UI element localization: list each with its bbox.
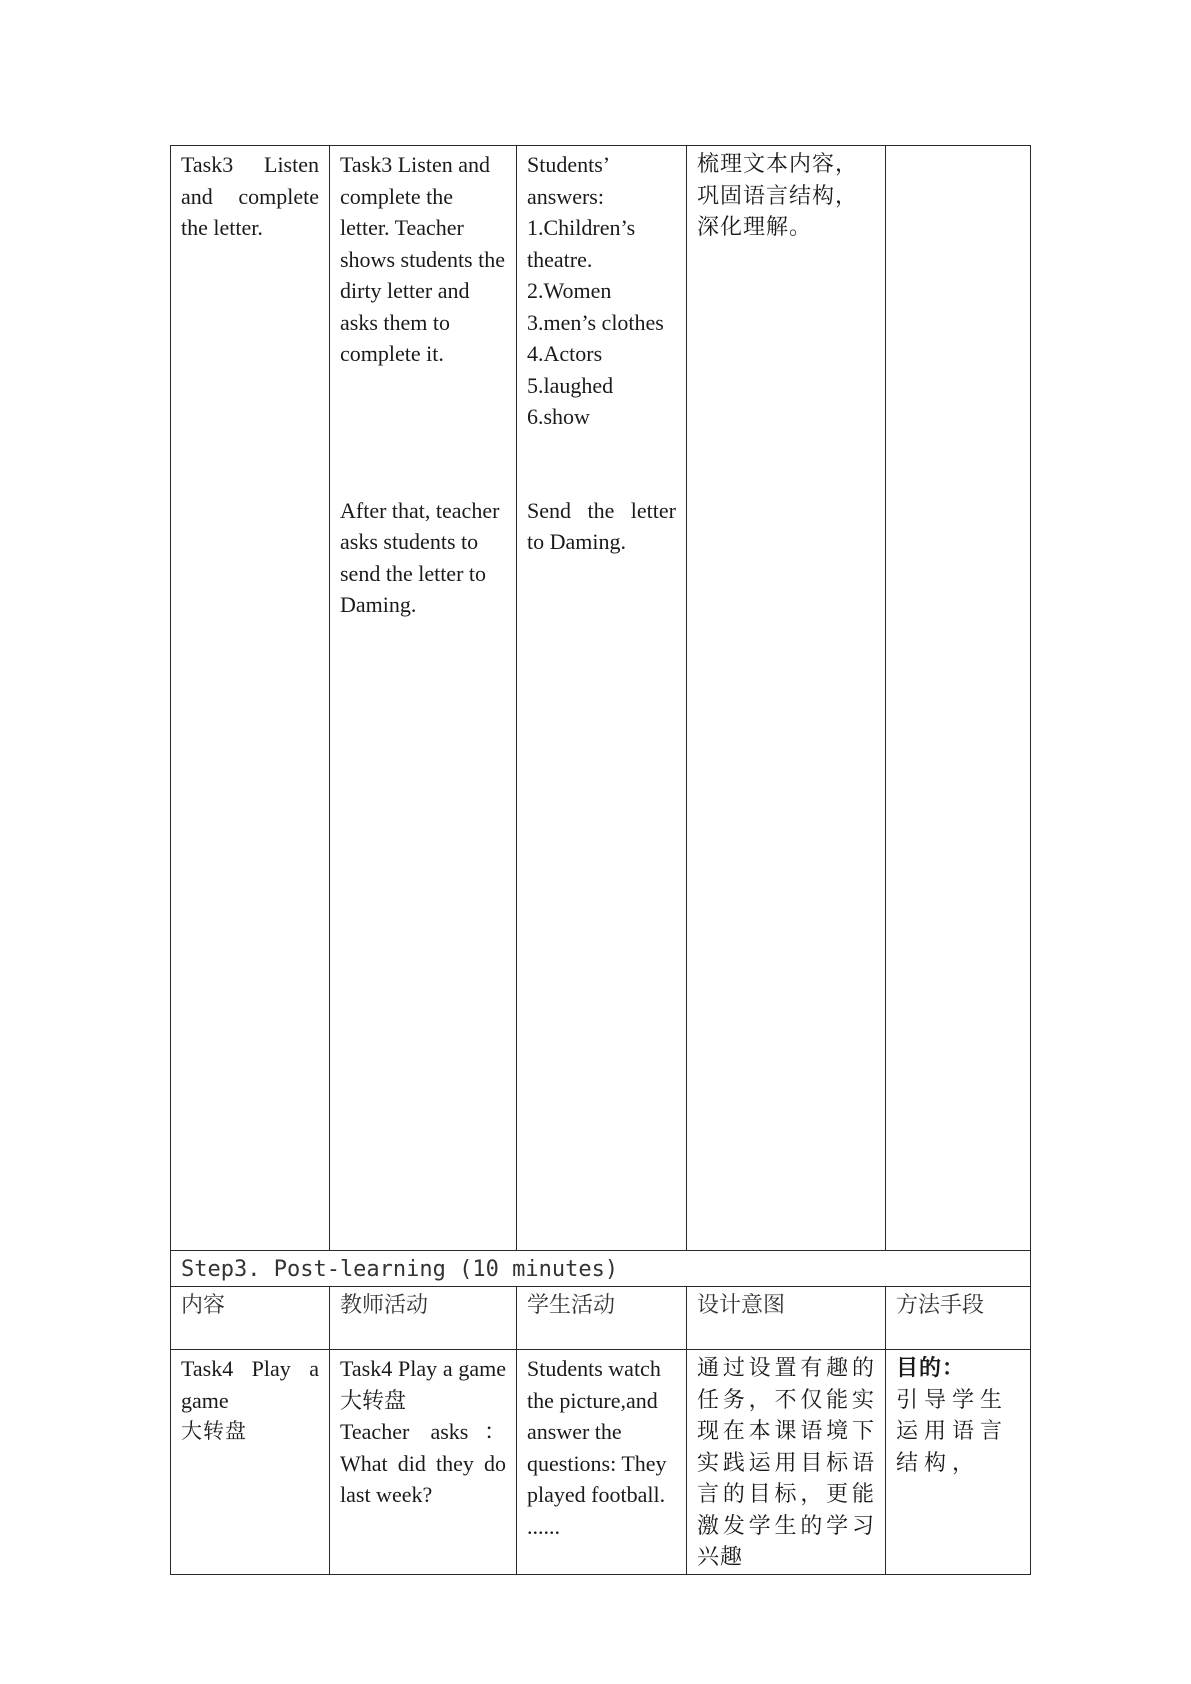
task3-students-followup: Send the letter to Daming.: [527, 497, 676, 554]
task3-teacher-text: Task3 Listen and complete the letter. Teacher shows students the dirty letter and asks them to complete it.: [340, 152, 505, 366]
header-teacher: 教师活动: [330, 1287, 517, 1350]
task3-design-text: 梳理文本内容，巩固语言结构，深化理解。: [697, 152, 859, 240]
header-row: [171, 1287, 1031, 1350]
students-answers-heading: Students’ answers:: [527, 152, 609, 209]
header-design: 设计意图: [687, 1287, 886, 1350]
task4-content-en: Task4 Play a game: [181, 1356, 319, 1413]
task3-teacher-cell: [330, 146, 517, 1251]
header-students: 学生活动: [517, 1287, 687, 1350]
task3-row: [171, 146, 1031, 1251]
answer-item: 1.Children’s theatre.: [527, 215, 636, 272]
task4-teacher-question: Teacher asks：What did they do last week?: [340, 1419, 506, 1507]
task4-design-text: 通过设置有趣的任务，不仅能实现在本课语境下实践运用目标语言的目标，更能激发学生的学习兴趣: [697, 1356, 875, 1570]
task4-content-cn: 大转盘: [181, 1419, 247, 1443]
task3-method-cell: [886, 146, 1031, 1251]
task3-teacher-followup: After that, teacher asks students to send the letter to Daming.: [340, 497, 500, 617]
task4-students-cell: [517, 1350, 687, 1575]
task3-design-cell: [687, 146, 886, 1251]
step3-title: Step3. Post-learning (10 minutes): [171, 1251, 1031, 1287]
task4-teacher-task: Task4 Play a game 大转盘: [340, 1356, 506, 1413]
task4-method-text: 引导学生运用语言结构，: [896, 1387, 1009, 1476]
task4-content-cell: [171, 1350, 330, 1575]
header-method: 方法手段: [886, 1287, 1031, 1350]
answer-item: 3.men’s clothes: [527, 309, 664, 335]
task3-content-cell: [171, 146, 330, 1251]
answer-item: 4.Actors: [527, 341, 603, 366]
task4-row: [171, 1350, 1031, 1575]
task4-students-more: ......: [527, 1513, 560, 1539]
task4-teacher-cell: [330, 1350, 517, 1575]
answer-item: 2.Women: [527, 278, 612, 303]
header-content: 内容: [171, 1287, 330, 1350]
task4-method-cell: [886, 1350, 1031, 1575]
task4-students-text: Students watch the picture,and answer the questions: They played football.: [527, 1356, 667, 1507]
task3-content-text: Task3 Listen and complete the letter.: [181, 152, 319, 240]
answer-item: 5.laughed: [527, 372, 614, 398]
step3-row: [171, 1251, 1031, 1287]
task4-design-cell: [687, 1350, 886, 1575]
task4-method-label: 目的：: [896, 1356, 966, 1381]
answer-list: [527, 212, 676, 433]
task3-students-cell: [517, 146, 687, 1251]
lesson-plan-table: [170, 145, 1031, 1575]
answer-item: 6.show: [527, 404, 590, 429]
